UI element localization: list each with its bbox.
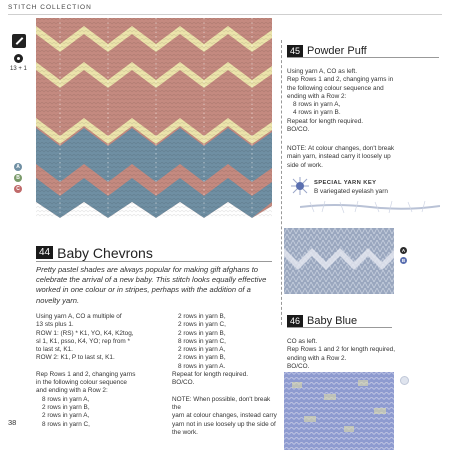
yarn-key-entry: B variegated eyelash yarn	[314, 188, 388, 195]
instruction-line: ending with a Row 2.	[287, 354, 347, 362]
powder-puff-rule	[287, 57, 439, 58]
note-line: side of work.	[287, 161, 323, 169]
baby-chevrons-instructions-right	[172, 313, 278, 437]
yarn-c-marker: C	[14, 185, 22, 193]
instruction-line: ROW 1: (RS) * K1, YO, K4, K2tog,	[36, 329, 134, 337]
instruction-line: 2 rows in yarn B,	[42, 403, 90, 411]
note-line: NOTE: When possible, don't break the	[172, 395, 271, 411]
note-line: NOTE: At colour changes, don't break	[287, 145, 395, 152]
page-number: 38	[8, 418, 17, 427]
stitch-number-badge: 46	[287, 315, 303, 327]
instruction-line: BO/CO.	[287, 126, 310, 134]
instruction-line: 2 rows in yarn A,	[42, 412, 90, 420]
note-line: yarn at colour changes, instead carry	[172, 412, 277, 420]
stitch-title: Powder Puff	[307, 44, 367, 57]
instruction-line: 8 rows in yarn C,	[178, 337, 226, 345]
powder-puff-instructions	[287, 68, 445, 134]
instruction-line: 2 rows in yarn B,	[178, 329, 226, 337]
stitch-info-icons	[10, 34, 32, 72]
baby-chevrons-intro: Pretty pastel shades are always popular for making gift afghans to celebrate the arrival of a new baby. This stitch looks equally effective worked in one colour or in stripes, perhaps with the addition of a novelty yarn.	[36, 265, 267, 305]
powder-puff-note	[287, 145, 445, 170]
instruction-line: 2 rows in yarn A,	[178, 346, 226, 354]
baby-blue-instructions	[287, 338, 447, 371]
powder-puff-photo	[284, 228, 394, 294]
header-divider	[8, 14, 442, 15]
instruction-line: 8 rows in yarn A,	[293, 101, 341, 109]
knitting-needle-icon	[12, 34, 26, 48]
instruction-line: Repeat for length required.	[287, 117, 364, 125]
section-header: STITCH COLLECTION	[8, 4, 92, 11]
yarn-key-starburst-icon	[291, 177, 309, 195]
instruction-line: Rep Rows 1 and 2 for length required,	[287, 346, 395, 354]
note-line: main yarn, instead carry it loosely up	[287, 153, 391, 161]
instruction-line: BO/CO.	[287, 362, 310, 370]
instruction-line: sl 1, K1, psso, K4, YO; rep from *	[36, 337, 131, 345]
yarn-marker-icon	[400, 376, 409, 385]
instruction-line: Using yarn A, CO a multiple of	[36, 313, 122, 320]
instruction-line: Rep Rows 1 and 2, changing yarns in	[287, 76, 394, 84]
stitch-title: Baby Blue	[307, 314, 358, 327]
instruction-line: 4 rows in yarn B.	[293, 109, 341, 117]
instruction-line: 2 rows in yarn B,	[178, 354, 226, 362]
instruction-line: CO as left.	[287, 338, 318, 345]
yarn-key-title: SPECIAL YARN KEY	[314, 180, 377, 186]
instruction-line: in the following colour sequence	[36, 379, 127, 387]
stitch-number-badge: 44	[36, 246, 53, 259]
baby-blue-photo	[284, 372, 394, 450]
baby-chevrons-rule	[36, 261, 272, 262]
spacer-line	[36, 363, 164, 371]
instruction-line: Repeat for length required.	[172, 371, 249, 379]
instruction-line: the following colour sequence and	[287, 84, 384, 92]
yarn-b-marker: B	[401, 258, 406, 263]
instruction-line: and ending with a Row 2:	[36, 387, 108, 395]
instruction-line: 2 rows in yarn C,	[178, 321, 226, 329]
instruction-line: ROW 2: K1, P to last st, K1.	[36, 354, 115, 362]
chevron-swatch-image	[36, 18, 272, 230]
stitch-number-badge: 45	[287, 45, 303, 57]
yarn-a-marker: A	[14, 163, 22, 171]
instruction-line: 8 rows in yarn A,	[42, 395, 90, 403]
eyelash-yarn-sample	[300, 200, 440, 214]
baby-chevrons-instructions-left	[36, 313, 164, 429]
instruction-line: Using yarn A, CO as left.	[287, 68, 357, 75]
column-divider	[281, 40, 282, 325]
baby-blue-rule	[287, 327, 392, 328]
instruction-line: ending with a Row 2:	[287, 92, 347, 100]
baby-chevrons-heading	[36, 244, 276, 262]
yarn-a-marker: A	[401, 248, 406, 253]
spacer-line	[172, 388, 278, 396]
note-line: yarn not in use loosely up the side of	[172, 420, 276, 428]
instruction-line: BO/CO.	[172, 379, 195, 387]
instruction-line: 2 rows in yarn B,	[178, 313, 226, 320]
stitch-repeat-label: 13 + 1	[10, 66, 27, 72]
instruction-line: Rep Rows 1 and 2, changing yarns	[36, 370, 136, 378]
instruction-line: 13 sts plus 1.	[36, 321, 74, 329]
stitch-title: Baby Chevrons	[57, 244, 153, 261]
note-line: the work.	[172, 428, 198, 436]
skill-level-icon	[14, 54, 23, 63]
yarn-b-marker: B	[14, 174, 22, 182]
instruction-line: 8 rows in yarn A.	[178, 362, 226, 370]
instruction-line: 8 rows in yarn C,	[42, 420, 90, 428]
baby-chevrons-photo	[36, 18, 272, 230]
instruction-line: to last st, K1.	[36, 346, 73, 354]
